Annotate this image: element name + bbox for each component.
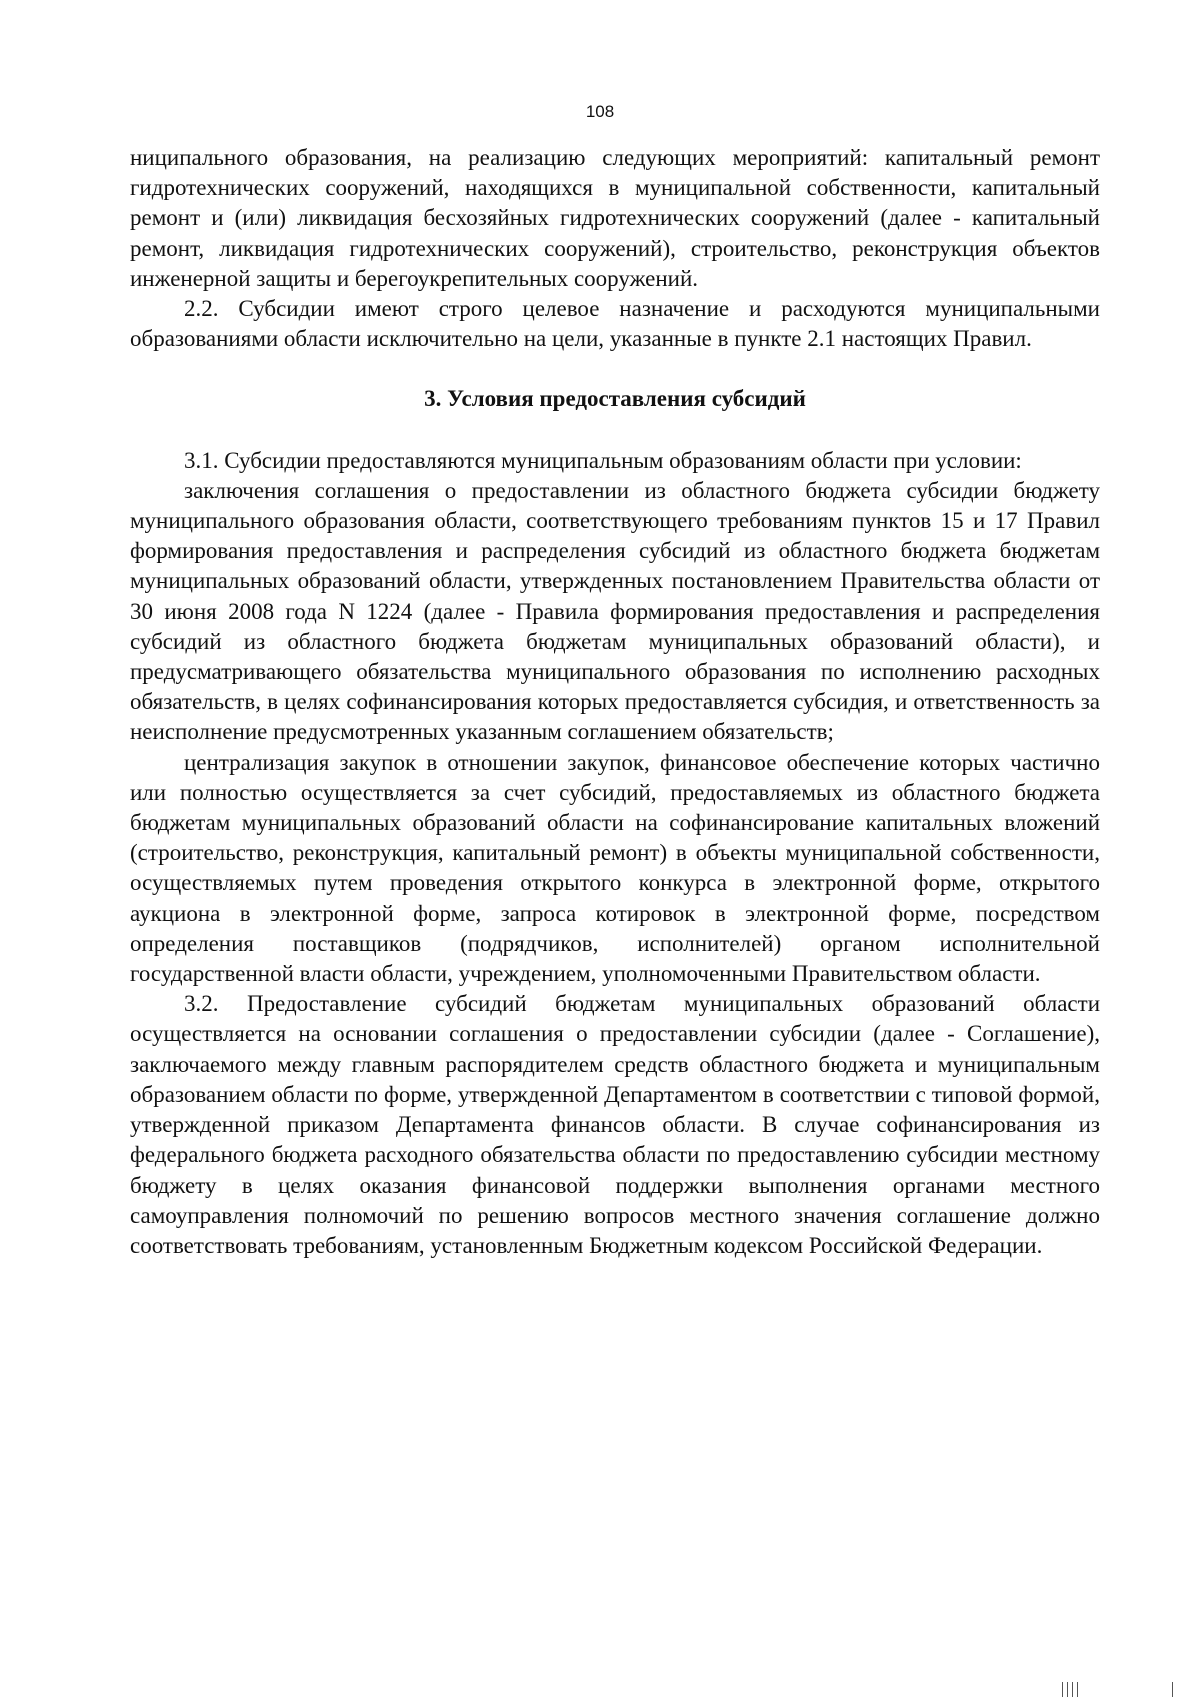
paragraph-continuation: ниципального образования, на реализацию следующих мероприятий: капитальный ремонт гидротехнических сооружений, находящихся в муниципальной собственности, капитальный ремонт и (или) ликвидация бесхозяйных гидротехнических сооружений (далее - капитальный ремонт, ликвидация гидротехнических сооружений), строительство, реконструкция объектов инженерной защиты и берегоукрепительных сооружений. [130,145,1100,291]
document-body [130,143,1100,1261]
scan-artifact-mark [1172,1682,1173,1697]
section-heading: 3. Условия предоставления субсидий [424,386,806,412]
scan-artifact-marks [1062,1682,1078,1697]
paragraph-3-1: 3.1. Субсидии предоставляются муниципальным образованиям области при условии: [184,447,1022,473]
paragraph-agreement-condition: заключения соглашения о предоставлении из областного бюджета субсидии бюджету муниципального образования области, соответствующего требованиям пунктов 15 и 17 Правил формирования предоставления и распределения субсидий из областного бюджета бюджетам муниципальных образований области, утвержденных постановлением Правительства области от 30 июня 2008 года N 1224 (далее - Правила формирования предоставления и распределения субсидий из областного бюджета бюджетам муниципальных образований области), и предусматривающего обязательства муниципального образования по исполнению расходных обязательств, в целях софинансирования которых предоставляется субсидия, и ответственность за неисполнение предусмотренных указанным соглашением обязательств; [130,477,1100,745]
page-number: 108 [585,102,615,121]
paragraph-procurement-condition: централизация закупок в отношении закупок, финансовое обеспечение которых частично или полностью осуществляется за счет субсидий, предоставляемых из областного бюджета бюджетам муниципальных образований области на софинансирование капитальных вложений (строительство, реконструкция, капитальный ремонт) в объекты муниципальной собственности, осуществляемых путем проведения открытого конкурса в электронной форме, открытого аукциона в электронной форме, запроса котировок в электронной форме, посредством определения поставщиков (подрядчиков, исполнителей) органом исполнительной государственной власти области, учреждением, уполномоченными Правительством области. [130,749,1100,987]
paragraph-2-2: 2.2. Субсидии имеют строго целевое назначение и расходуются муниципальными образованиями области исключительно на цели, указанные в пункте 2.1 настоящих Правил. [130,296,1100,352]
paragraph-3-2: 3.2. Предоставление субсидий бюджетам муниципальных образований области осуществляется на основании соглашения о предоставлении субсидии (далее - Соглашение), заключаемого между главным распорядителем средств областного бюджета и муниципальным образованием области по форме, утвержденной Департаментом в соответствии с типовой формой, утвержденной приказом Департамента финансов области. В случае софинансирования из федерального бюджета расходного обязательства области по предоставлению субсидии местному бюджету в целях оказания финансовой поддержки выполнения органами местного самоуправления полномочий по решению вопросов местного значения соглашение должно соответствовать требованиям, установленным Бюджетным кодексом Российской Федерации. [130,991,1100,1258]
